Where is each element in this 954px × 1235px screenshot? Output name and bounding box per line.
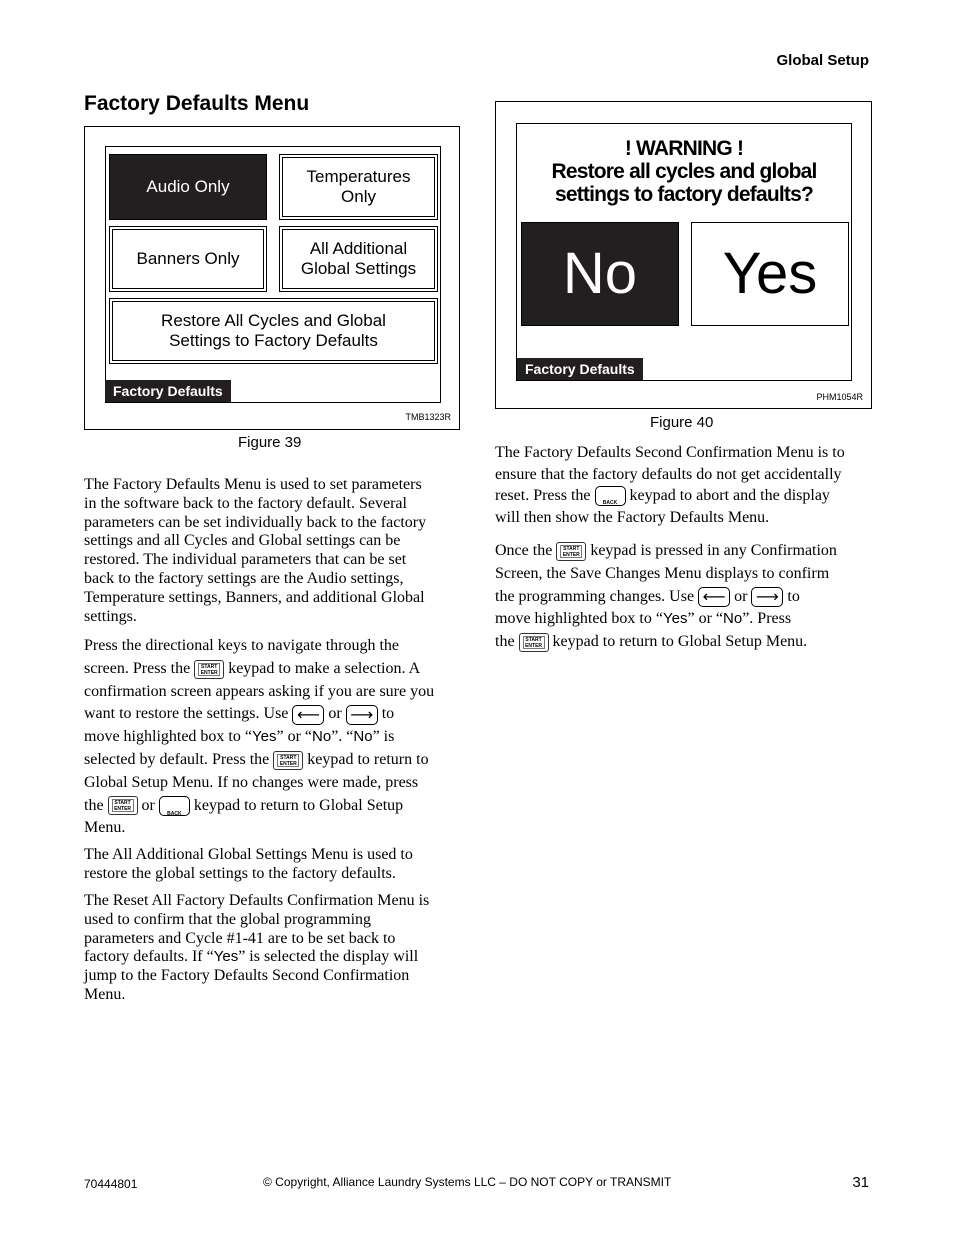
right-arrow-key-icon: ⟶ (751, 587, 783, 607)
figure-39 (84, 126, 460, 430)
paragraph-5: The Factory Defaults Second Confirmation Menu is to ensure that the factory defaults do not get accidentally reset. Press the BACK keypad to abort and the display will then show the Factory Defaults Menu. (495, 444, 845, 526)
figure-code: PHM1054R (816, 392, 863, 402)
back-key-icon: BACK (595, 486, 626, 506)
start-enter-key-icon: START ENTER (556, 542, 586, 561)
figure-40 (495, 101, 872, 409)
audio-only-button[interactable]: Audio Only (109, 154, 267, 220)
page-number: 31 (852, 1174, 869, 1191)
no-button[interactable]: No (521, 222, 679, 326)
copyright: © Copyright, Alliance Laundry Systems LLC – DO NOT COPY or TRANSMIT (263, 1175, 672, 1189)
all-additional-global-settings-button[interactable]: All Additional Global Settings (279, 226, 438, 292)
running-header: Global Setup (776, 52, 869, 69)
start-enter-key-icon: START ENTER (194, 660, 224, 679)
figure-code: TMB1323R (405, 412, 451, 422)
paragraph-4: The Reset All Factory Defaults Confirmation Menu is used to confirm that the global programming parameters and Cycle #1-41 are to be set back to factory defaults. If “Yes” is selected the display will jump to the Factory Defaults Second Confirmation Menu. (84, 892, 430, 1003)
left-arrow-key-icon: ⟵ (698, 587, 730, 607)
confirmation-screen (516, 123, 852, 381)
doc-number: 70444801 (84, 1177, 138, 1191)
warning-text: ! WARNING ! Restore all cycles and global settings to factory defaults? (551, 137, 817, 206)
paragraph-3: The All Additional Global Settings Menu is used to restore the global settings to the factory defaults. (84, 846, 413, 882)
temperatures-only-button[interactable]: Temperatures Only (279, 154, 438, 220)
paragraph-2: Press the directional keys to navigate through the screen. Press the START ENTER keypad to make a selection. A confirmation screen appears asking if you are sure you want to restore the settings. Use ⟵ or ⟶ to move highlighted box to “Yes” or “No”. “No” is selected by default. Press the START ENTER keypad to return to Global Setup Menu. If no changes were made, press the START ENTER or BACK keypad to return to Global Setup Menu. (84, 637, 435, 837)
banners-only-button[interactable]: Banners Only (109, 226, 267, 292)
start-enter-key-icon: START ENTER (108, 796, 138, 815)
paragraph-1: The Factory Defaults Menu is used to set parameters in the software back to the factory default. Several parameters can be set individually back to the factory settings and all Cycles and Global settings can be restored. The individual parameters that can be set back to the factory settings are the Audio settings, Temperature settings, Banners, and additional Global settings. (84, 476, 427, 625)
yes-button[interactable]: Yes (691, 222, 849, 326)
left-arrow-key-icon: ⟵ (292, 705, 324, 725)
paragraph-6: Once the START ENTER keypad is pressed in any Confirmation Screen, the Save Changes Menu displays to confirm the programming changes. Use ⟵ or ⟶ to move highlighted box to “Yes” or “No”. Press the START ENTER keypad to return to Global Setup Menu. (495, 542, 837, 651)
back-key-icon: BACK (159, 796, 190, 816)
section-title: Factory Defaults Menu (84, 92, 310, 115)
restore-all-button[interactable]: Restore All Cycles and Global Settings to Factory Defaults (109, 298, 438, 364)
factory-defaults-screen (105, 146, 441, 403)
screen-tag: Factory Defaults (517, 358, 643, 380)
start-enter-key-icon: START ENTER (519, 633, 549, 652)
start-enter-key-icon: START ENTER (273, 751, 303, 770)
right-arrow-key-icon: ⟶ (346, 705, 378, 725)
figure-40-caption: Figure 40 (650, 414, 714, 431)
figure-39-caption: Figure 39 (238, 434, 302, 451)
screen-tag: Factory Defaults (105, 380, 231, 402)
